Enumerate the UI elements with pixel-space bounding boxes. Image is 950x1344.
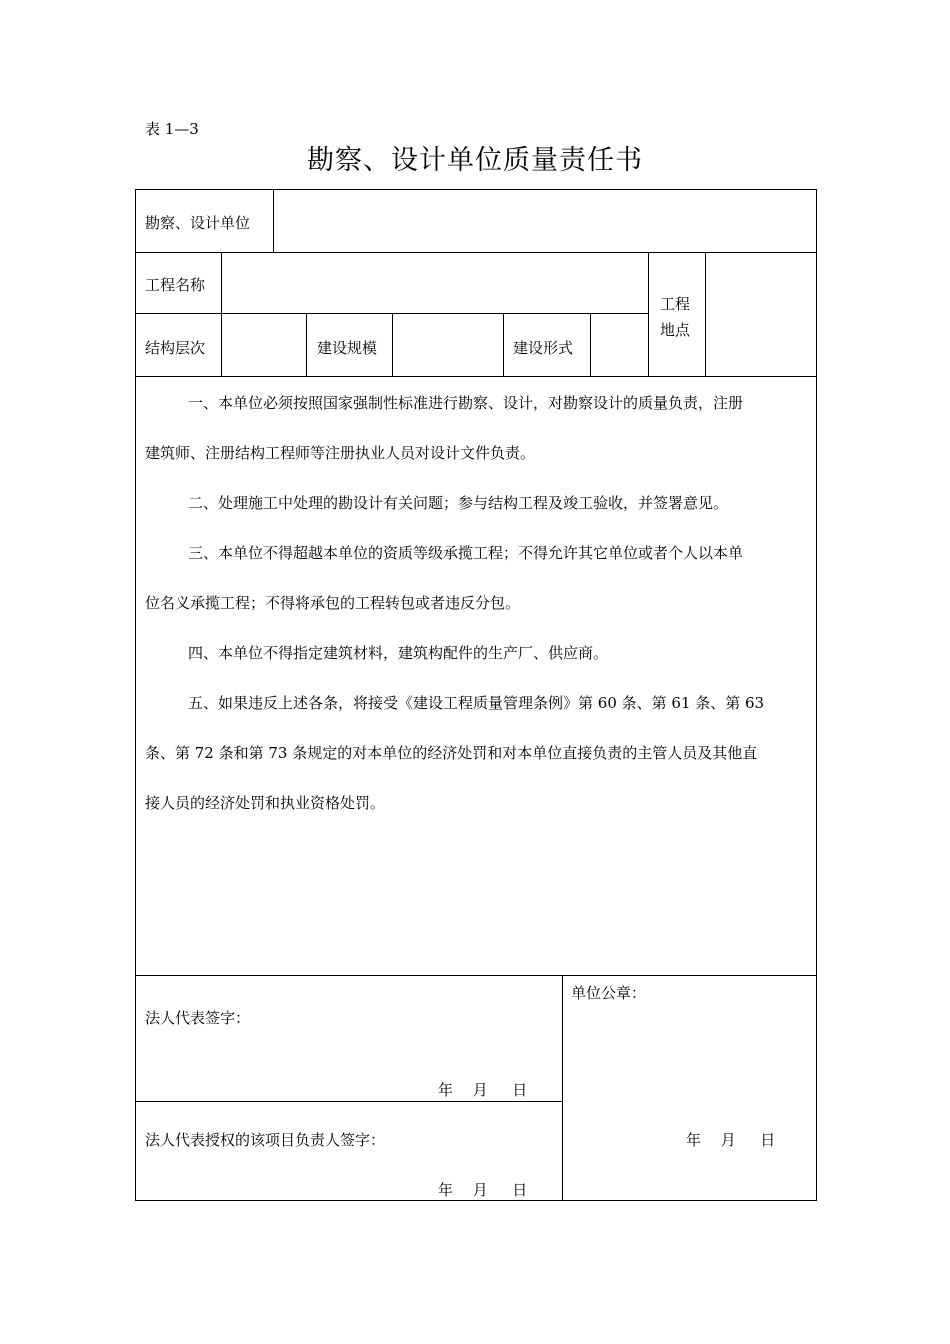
clause-1	[145, 378, 809, 478]
col-line-location-left	[648, 252, 649, 377]
form-label: 建设形式	[513, 339, 574, 357]
clause-4-line-1: 四、本单位不得指定建筑材料，建筑构配件的生产厂、供应商。	[188, 644, 609, 662]
col-line-scale-left	[306, 313, 307, 377]
clause-5	[145, 678, 809, 828]
row-line-3	[135, 376, 817, 377]
authorized-date: 年 月 日	[438, 1181, 528, 1199]
table-border-bottom	[135, 1200, 817, 1201]
seal-date: 年 月 日	[686, 1131, 776, 1149]
row-line-1	[135, 252, 817, 253]
scale-label: 建设规模	[317, 339, 378, 357]
clause-3-line-2: 位名义承揽工程；不得将承包的工程转包或者违反分包。	[145, 594, 521, 612]
col-line-scale-right	[392, 313, 393, 377]
clause-5-line-2: 条、第 72 条和第 73 条规定的对本单位的经济处罚和对本单位直接负责的主管人员及其他直	[145, 744, 758, 762]
col-line-form-right	[590, 313, 591, 377]
clause-2-line-1: 二、处理施工中处理的勘设计有关问题；参与结构工程及竣工验收，并签署意见。	[188, 494, 729, 512]
structure-label: 结构层次	[145, 339, 206, 357]
table-border-top	[135, 189, 817, 190]
col-line-location-right	[705, 252, 706, 377]
document-title: 勘察、设计单位质量责任书	[307, 145, 643, 176]
project-location-label-line1: 工程	[660, 295, 691, 313]
form-number: 表 1—3	[145, 120, 199, 138]
clause-5-line-1: 五、如果违反上述各条，将接受《建设工程质量管理条例》第 60 条、第 61 条、第 63	[188, 694, 765, 712]
clause-2	[145, 478, 809, 528]
clause-3-line-1: 三、本单位不得超越本单位的资质等级承揽工程；不得允许其它单位或者个人以本单	[188, 544, 744, 562]
col-line-label	[221, 252, 222, 377]
project-location-label-line2: 地点	[660, 321, 691, 339]
col-line-unit	[273, 189, 274, 253]
legal-rep-signature-label: 法人代表签字：	[145, 1009, 251, 1027]
row-line-4	[135, 975, 817, 976]
clause-1-line-1: 一、本单位必须按照国家强制性标准进行勘察、设计，对勘察设计的质量负责，注册	[188, 394, 744, 412]
unit-label: 勘察、设计单位	[145, 214, 251, 232]
clause-5-line-3: 接人员的经济处罚和执业资格处罚。	[145, 794, 386, 812]
authorized-signature-label: 法人代表授权的该项目负责人签字：	[145, 1131, 386, 1149]
table-border-left	[135, 189, 136, 1201]
clause-4	[145, 628, 809, 678]
unit-seal-label: 单位公章：	[571, 984, 647, 1002]
legal-rep-date: 年 月 日	[438, 1081, 528, 1099]
table-border-right	[816, 189, 817, 1201]
clause-1-line-2: 建筑师、注册结构工程师等注册执业人员对设计文件负责。	[145, 444, 536, 462]
row-line-5	[135, 1101, 563, 1102]
col-line-seal	[562, 975, 563, 1201]
project-name-label: 工程名称	[145, 276, 206, 294]
col-line-form-left	[503, 313, 504, 377]
clause-3	[145, 528, 809, 628]
